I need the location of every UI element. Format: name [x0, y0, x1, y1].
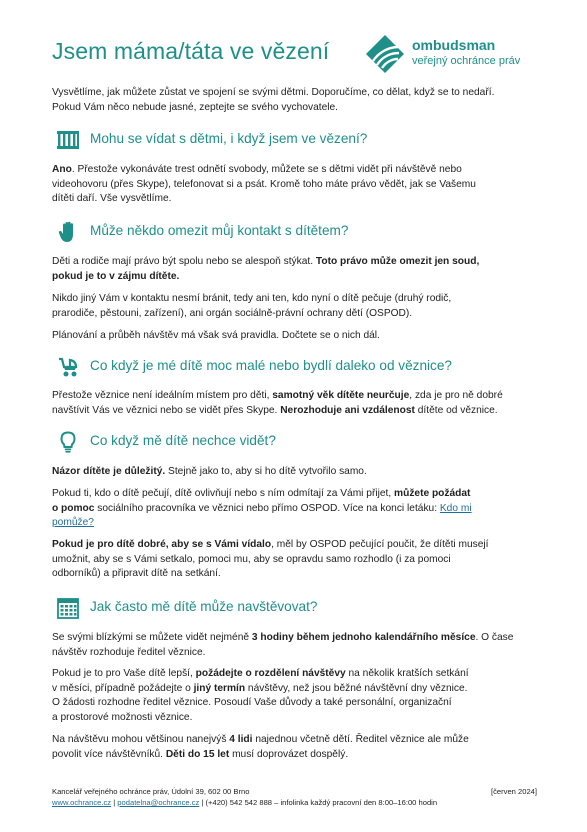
section-heading-small-child — [52, 355, 542, 379]
logo-subtitle: veřejný ochránce práv — [412, 55, 521, 67]
text: Nikdo jiný Vám v kontaktu nesmí bránit, tedy ani ten, kdo nyní o dítě pečuje (druhý rodič, — [52, 293, 452, 304]
bold-text: jiný termín — [193, 682, 246, 694]
text: Pokud je to pro Vaše dítě lepší, — [52, 668, 196, 679]
text: Pokud ti, kdo o dítě pečují, dítě ovlivňují nebo s ním odmítají za Vámi přijet, — [52, 488, 395, 499]
page-title: Jsem máma/táta ve vězení — [52, 38, 330, 64]
text: O žádosti rozhodne ředitel věznice. Posoudí Vaše důvody a také personální, organizační — [52, 697, 452, 708]
text: v měsíci, případně požádejte o — [52, 682, 194, 694]
section-heading-text: Co když mě dítě nechce vidět? — [90, 433, 276, 448]
bold-text: můžete požádat — [394, 488, 471, 499]
section-3-paragraph — [52, 389, 537, 418]
footer-web-link[interactable]: www.ochrance.cz — [52, 798, 112, 807]
bold-text: Toto právo může omezit jen soud, — [315, 256, 480, 267]
section-5-paragraph-3 — [52, 733, 537, 762]
text: prarodiče, pěstouni, zařízení), ani orgán sociálně-právní ochrany dětí (OSPOD). — [52, 307, 413, 319]
section-4-paragraph-1 — [52, 465, 537, 480]
intro-line-1: Vysvětlíme, jak můžete zůstat ve spojení se svými dětmi. Doporučíme, co dělat, když se to nedaří. — [52, 87, 495, 98]
section-5-paragraph-2 — [52, 667, 537, 725]
text: návštěv rozhoduje ředitel věznice. — [52, 646, 206, 658]
bold-text: 4 lidi — [229, 734, 253, 745]
bold-text: Ano — [52, 164, 72, 175]
section-4-paragraph-2 — [52, 487, 537, 531]
text: Přestože věznice není ideálním místem pro děti, — [52, 390, 273, 401]
footer-address: Kancelář veřejného ochránce práv, Údolní 39, 602 00 Brno — [52, 787, 250, 796]
text: musí doprovázet dospělý. — [229, 748, 349, 760]
section-heading-visits — [52, 128, 542, 152]
bold-text: požádejte o rozdělení návštěvy — [195, 668, 346, 679]
text: povolit více návštěvníků. — [52, 748, 166, 760]
text: . O čase — [475, 632, 514, 643]
section-heading-contact — [52, 220, 542, 244]
text: Děti a rodiče mají právo být spolu nebo se alespoň stýkat. — [52, 256, 316, 267]
footer-line-1 — [52, 786, 537, 797]
prison-bars-icon — [56, 129, 80, 151]
section-1-paragraph — [52, 163, 537, 207]
ombudsman-logo-icon — [365, 34, 405, 74]
who-helps-link[interactable]: Kdo mi — [439, 502, 472, 514]
section-2-paragraph-3: Plánování a průběh návštěv má však svá pravidla. Dočtete se o nich dál. — [52, 330, 380, 341]
bold-text: samotný věk dítěte neurčuje — [272, 390, 410, 401]
section-5-paragraph-1 — [52, 631, 537, 660]
separator: | — [199, 798, 206, 807]
footer — [52, 786, 537, 808]
text: , zda je pro ně dobré — [409, 390, 503, 401]
lightbulb-icon — [56, 431, 80, 453]
text: odborníků) a připravit dítě na setkání. — [52, 568, 221, 579]
intro-line-2: Pokud Vám něco nebude jasné, zeptejte se svého vychovatele. — [52, 101, 339, 113]
text: Stejně jako to, aby si ho dítě vytvořilo samo. — [165, 466, 367, 477]
intro-paragraph — [52, 86, 537, 115]
text: najednou včetně dětí. Ředitel věznice ale může — [252, 734, 469, 745]
section-heading-visit-frequency — [52, 596, 542, 620]
section-heading-text: Co když je mé dítě moc malé nebo bydlí daleko od věznice? — [90, 358, 452, 373]
section-heading-text: Může někdo omezit můj kontakt s dítětem? — [90, 223, 349, 238]
calendar-icon — [56, 597, 80, 619]
text: dítěti daří. Vše vysvětlíme. — [52, 193, 172, 204]
text: videohovoru (přes Skype), telefonovat si a psát. Kromě toho máte právo vědět, jak se Vašemu — [52, 178, 476, 190]
text: návštěvy, než jsou běžné návštěvní dny věznice. — [245, 682, 468, 694]
logo-name: ombudsman — [412, 37, 496, 53]
section-heading-text: Mohu se vídat s dětmi, i když jsem ve vězení? — [90, 131, 368, 146]
stroller-icon — [56, 356, 80, 378]
who-helps-link-continued[interactable]: pomůže? — [52, 517, 94, 528]
text: , měl by OSPOD pečující poučit, že dítěti musejí — [271, 539, 489, 550]
section-2-paragraph-2 — [52, 292, 537, 321]
bold-text: Pokud je pro dítě dobré, aby se s Vámi vídalo — [52, 539, 272, 550]
bold-text: o pomoc — [52, 502, 95, 514]
footer-phone: (+420) 542 542 888 – infolinka každý pracovní den 8:00–16:00 hodin — [205, 798, 438, 807]
text: a prostorové možnosti věznice. — [52, 711, 193, 723]
footer-line-2 — [52, 797, 537, 808]
text: . Přestože vykonáváte trest odnětí svobody, můžete se s dětmi vidět při návštěvě nebo — [71, 164, 462, 175]
text: navštívit Vás ve věznici nebo se vidět přes Skype. — [52, 404, 281, 416]
bold-text: pokud je to v zájmu dítěte. — [52, 270, 180, 282]
text: sociálního pracovníka ve věznici nebo přímo OSPOD. Více na konci letáku: — [94, 502, 440, 514]
text: na několik kratších setkání — [345, 668, 469, 679]
stop-hand-icon — [56, 221, 80, 243]
text: Na návštěvu mohou většinou nanejvýš — [52, 734, 230, 745]
section-2-paragraph-1 — [52, 255, 537, 284]
section-heading-child-refuses — [52, 430, 542, 454]
footer-email-link[interactable]: podatelna@ochrance.cz — [117, 798, 200, 807]
bold-text: Nerozhoduje ani vzdálenost — [280, 404, 415, 416]
text: dítěte od věznice. — [414, 404, 498, 416]
section-heading-text: Jak často mě dítě může navštěvovat? — [90, 599, 318, 614]
separator: | — [111, 798, 118, 807]
ombudsman-logo — [365, 34, 545, 82]
text: umožnit, aby se s Vámi setkalo, pomoci mu, aby se opravdu samo rozhodlo (i za pomoci — [52, 553, 451, 565]
text: Se svými blízkými se můžete vidět nejméně — [52, 632, 252, 643]
section-4-paragraph-3 — [52, 538, 537, 582]
bold-text: 3 hodiny během jednoho kalendářního měsíce — [251, 632, 476, 643]
bold-text: Názor dítěte je důležitý. — [52, 466, 166, 477]
footer-date: [červen 2024] — [490, 787, 537, 796]
bold-text: Děti do 15 let — [165, 748, 230, 760]
